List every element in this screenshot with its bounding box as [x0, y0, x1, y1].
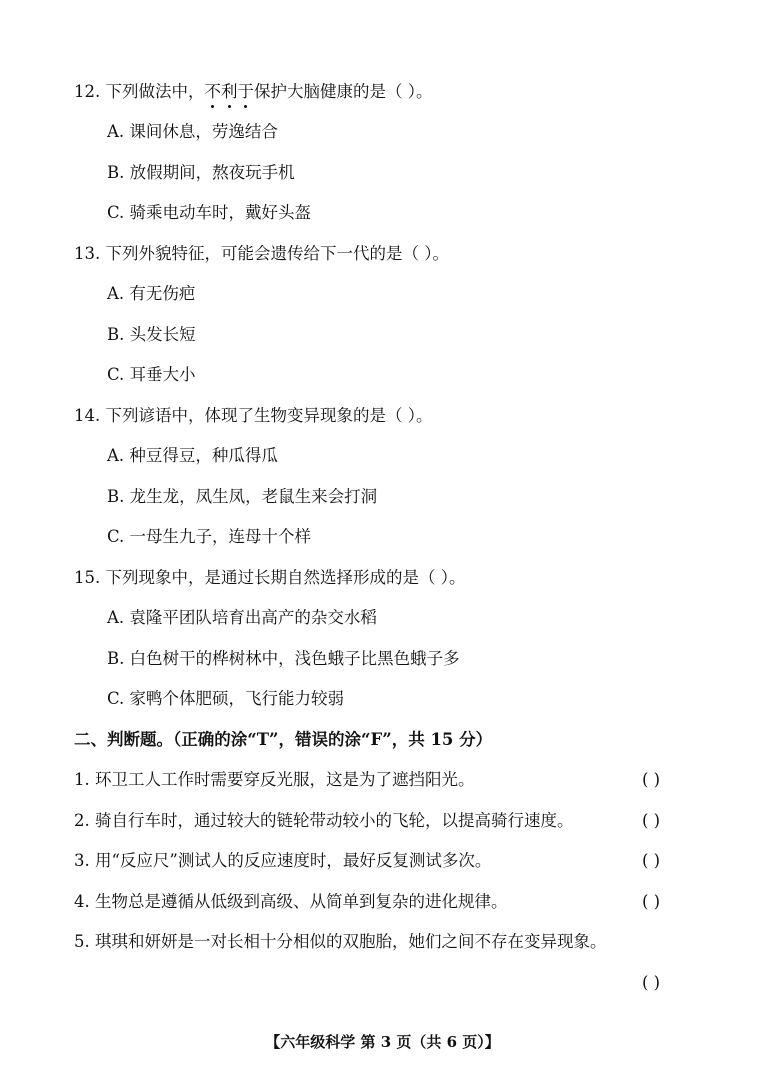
stem-text: 保护大脑健康的是（ ）。	[254, 82, 433, 101]
emphasized-char: 利	[221, 82, 238, 101]
answer-box-3[interactable]: ( )	[642, 851, 661, 870]
judgement-item-1: 1. 环卫工人工作时需要穿反光服，这是为了遮挡阳光。	[74, 770, 475, 789]
question-15-option-c: C. 家鸭个体肥硕，飞行能力较弱	[107, 689, 345, 708]
answer-box-2[interactable]: ( )	[642, 811, 661, 830]
answer-box-1[interactable]: ( )	[642, 770, 661, 789]
judgement-item-3: 3. 用“反应尺”测试人的反应速度时，最好反复测试多次。	[74, 851, 492, 870]
question-14-stem: 14. 下列谚语中，体现了生物变异现象的是（ ）。	[74, 406, 433, 425]
question-13-option-b: B. 头发长短	[107, 325, 196, 344]
question-12-option-c: C. 骑乘电动车时，戴好头盔	[107, 203, 312, 222]
judgement-item-2: 2. 骑自行车时，通过较大的链轮带动较小的飞轮，以提高骑行速度。	[74, 811, 574, 830]
emphasized-text	[205, 82, 255, 101]
answer-box-5[interactable]: ( )	[642, 973, 661, 992]
emphasized-char: 于	[237, 82, 254, 101]
question-14-option-b: B. 龙生龙，凤生凤，老鼠生来会打洞	[107, 487, 378, 506]
judgement-item-5: 5. 琪琪和妍妍是一对长相十分相似的双胞胎，她们之间不存在变异现象。	[74, 932, 607, 951]
question-12-option-b: B. 放假期间，熬夜玩手机	[107, 163, 295, 182]
answer-box-4[interactable]: ( )	[642, 892, 661, 911]
question-15-stem: 15. 下列现象中，是通过长期自然选择形成的是（ ）。	[74, 568, 466, 587]
stem-text: 12. 下列做法中，	[74, 82, 205, 101]
section-2-title: 二、判断题。（正确的涂“T”，错误的涂“F”，共 15 分）	[74, 730, 493, 749]
question-15-option-b: B. 白色树干的桦树林中，浅色蛾子比黑色蛾子多	[107, 649, 460, 668]
question-13-stem: 13. 下列外貌特征，可能会遗传给下一代的是（ ）。	[74, 244, 449, 263]
question-13-option-c: C. 耳垂大小	[107, 365, 196, 384]
question-13-option-a: A. 有无伤疤	[107, 284, 196, 303]
judgement-item-4: 4. 生物总是遵循从低级到高级、从简单到复杂的进化规律。	[74, 892, 508, 911]
question-14-option-a: A. 种豆得豆，种瓜得瓜	[107, 446, 278, 465]
question-12-option-a: A. 课间休息，劳逸结合	[107, 122, 278, 141]
question-12-stem	[74, 81, 433, 103]
page-footer: 【六年级科学 第 3 页（共 6 页）】	[265, 1033, 500, 1051]
question-15-option-a: A. 袁隆平团队培育出高产的杂交水稻	[107, 608, 377, 627]
question-14-option-c: C. 一母生九子，连母十个样	[107, 527, 312, 546]
emphasized-char: 不	[204, 82, 221, 101]
